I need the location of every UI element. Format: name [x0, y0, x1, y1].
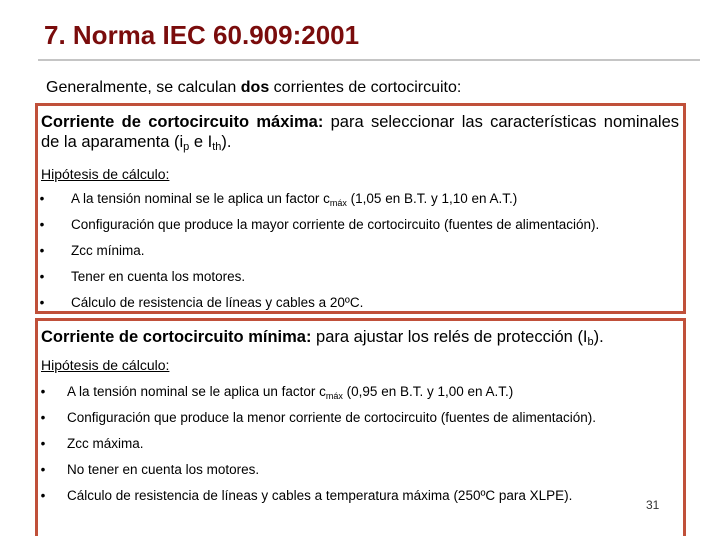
- bullet-text: [71, 190, 517, 208]
- max-current-heading-text-b: e I: [189, 133, 213, 151]
- bullet-icon: •: [39, 243, 45, 258]
- max-current-heading-text-c: ).: [221, 133, 232, 151]
- bullet-text: Zcc máxima.: [67, 436, 144, 451]
- bullet-icon: •: [40, 436, 46, 451]
- bullet-text: Configuración que produce la mayor corriente de cortocircuito (fuentes de alimentación).: [71, 217, 600, 232]
- bullet-text: Cálculo de resistencia de líneas y cables a 20ºC.: [71, 295, 364, 310]
- intro-prefix: Generalmente, se calculan: [46, 79, 241, 96]
- bullet-icon: •: [39, 217, 45, 232]
- slide-title: 7. Norma IEC 60.909:2001: [44, 20, 360, 50]
- min-current-heading-text-a: para ajustar los relés de protección (I: [311, 328, 588, 346]
- bullet-text: No tener en cuenta los motores.: [67, 462, 260, 477]
- bullet-icon: •: [40, 462, 46, 477]
- max-current-heading: [41, 112, 679, 152]
- max-current-heading-bold: Corriente de cortocircuito máxima:: [41, 113, 324, 131]
- bullet-icon: •: [40, 488, 46, 503]
- intro-text: [46, 79, 461, 97]
- title-divider: [38, 59, 700, 61]
- bullet-icon: •: [39, 269, 45, 284]
- bullet-text: Zcc mínima.: [71, 243, 145, 258]
- bullet-text: Tener en cuenta los motores.: [71, 269, 246, 284]
- bullet-text-part: A la tensión nominal se le aplica un factor c: [67, 384, 326, 399]
- bullet-text-part: A la tensión nominal se le aplica un factor c: [71, 191, 330, 206]
- max-hypothesis-list: [38, 190, 683, 320]
- bullet-text: Configuración que produce la menor corriente de cortocircuito (fuentes de alimentación).: [67, 410, 597, 425]
- bullet-icon: •: [40, 384, 46, 399]
- max-current-heading-sub-b: th: [212, 141, 222, 153]
- min-current-heading: [41, 327, 679, 347]
- list-item: [38, 294, 683, 320]
- list-item: [38, 435, 683, 461]
- list-item: [38, 190, 683, 216]
- page-number: 31: [646, 498, 660, 512]
- min-hypothesis-list: [38, 383, 683, 513]
- max-current-heading-sub-a: p: [183, 141, 190, 153]
- intro-suffix: corrientes de cortocircuito:: [269, 79, 462, 96]
- list-item: [38, 216, 683, 242]
- list-item: [38, 268, 683, 294]
- max-current-box: [35, 103, 686, 314]
- list-item: [38, 242, 683, 268]
- max-hypothesis-label: Hipótesis de cálculo:: [41, 166, 170, 182]
- bullet-text: [67, 383, 513, 401]
- list-item: [38, 409, 683, 435]
- bullet-icon: •: [39, 191, 45, 206]
- min-current-heading-sub-a: b: [587, 336, 594, 348]
- bullet-icon: •: [40, 410, 46, 425]
- bullet-subscript: máx: [329, 198, 347, 208]
- max-current-heading-text-a: para seleccionar las características nominales de la aparamenta (i: [41, 113, 680, 151]
- bullet-text: Cálculo de resistencia de líneas y cables a temperatura máxima (250ºC para XLPE).: [67, 488, 573, 503]
- intro-emphasis: dos: [240, 79, 270, 96]
- bullet-subscript: máx: [325, 391, 343, 401]
- list-item: [38, 487, 683, 513]
- min-current-heading-text-b: ).: [593, 328, 604, 346]
- bullet-icon: •: [39, 295, 45, 310]
- list-item: [38, 383, 683, 409]
- list-item: [38, 461, 683, 487]
- min-current-box: [35, 318, 686, 536]
- min-hypothesis-label: Hipótesis de cálculo:: [41, 357, 170, 373]
- bullet-text-part: (0,95 en B.T. y 1,00 en A.T.): [342, 384, 514, 399]
- bullet-text-part: (1,05 en B.T. y 1,10 en A.T.): [346, 191, 518, 206]
- min-current-heading-bold: Corriente de cortocircuito mínima:: [41, 328, 312, 346]
